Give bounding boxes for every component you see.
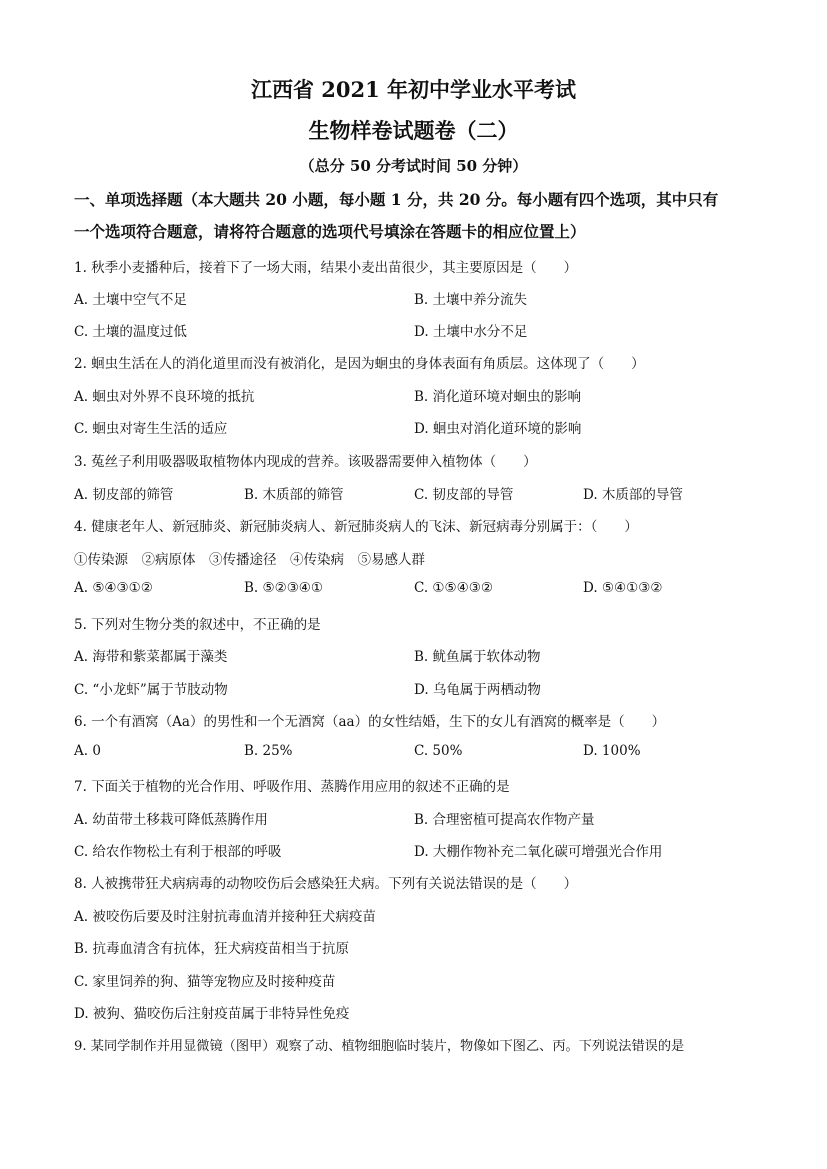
question-4-option-d: D. ⑤④①③② [583,580,663,596]
question-8-option-c: C. 家里饲养的狗、猫等宠物应及时接种疫苗 [74,974,336,990]
question-6-option-a: A. 0 [74,743,101,759]
question-2-option-a: A. 蛔虫对外界不良环境的抵抗 [74,389,255,405]
question-5-option-a: A. 海带和紫菜都属于藻类 [74,649,228,665]
exam-title: 江西省 2021 年初中学业水平考试 [250,77,577,102]
question-2-option-b: B. 消化道环境对蛔虫的影响 [414,389,582,405]
question-1-option-c: C. 土壤的温度过低 [74,324,187,340]
question-1-stem: 1. 秋季小麦播种后，接着下了一场大雨，结果小麦出苗很少，其主要原因是（ ） [74,260,578,276]
question-5-option-b: B. 鱿鱼属于软体动物 [414,649,541,665]
question-5-option-d: D. 乌龟属于两栖动物 [414,682,541,698]
question-3-option-d: D. 木质部的导管 [583,487,683,503]
question-2-stem: 2. 蛔虫生活在人的消化道里而没有被消化，是因为蛔虫的身体表面有角质层。这体现了（ ） [74,356,645,372]
question-8-option-b: B. 抗毒血清含有抗体，狂犬病疫苗相当于抗原 [74,941,350,957]
question-6-option-d: D. 100% [583,743,641,759]
question-6-option-c: C. 50% [414,743,463,759]
question-8-option-a: A. 被咬伤后要及时注射抗毒血清并接种狂犬病疫苗 [74,909,376,925]
question-1-option-a: A. 土壤中空气不足 [74,292,187,308]
question-3-stem: 3. 菟丝子利用吸器吸取植物体内现成的营养。该吸器需要伸入植物体（ ） [74,454,537,470]
question-2-option-d: D. 蛔虫对消化道环境的影响 [414,421,582,437]
question-5-stem: 5. 下列对生物分类的叙述中，不正确的是 [74,617,321,633]
question-4-option-a: A. ⑤④③①② [74,580,153,596]
question-8-stem: 8. 人被携带狂犬病病毒的动物咬伤后会感染狂犬病。下列有关说法错误的是（ ） [74,876,578,892]
section-heading-line2: 一个选项符合题意，请将符合题意的选项代号填涂在答题卡的相应位置上） [74,222,586,241]
question-9-stem: 9. 某同学制作并用显微镜（图甲）观察了动、植物细胞临时装片，物像如下图乙、丙。下列说法错误的是 [74,1039,685,1054]
question-4-items: ①传染源 ②病原体 ③传播途径 ④传染病 ⑤易感人群 [74,552,425,568]
question-6-stem: 6. 一个有酒窝（Aa）的男性和一个无酒窝（aa）的女性结婚，生下的女儿有酒窝的概率是（ ） [74,714,666,730]
question-3-option-a: A. 韧皮部的筛管 [74,487,174,503]
question-4-stem: 4. 健康老年人、新冠肺炎、新冠肺炎病人、新冠肺炎病人的飞沫、新冠病毒分别属于：（ ） [74,519,638,535]
question-4-option-b: B. ⑤②③④① [244,580,324,596]
question-7-option-a: A. 幼苗带土移栽可降低蒸腾作用 [74,812,268,828]
question-7-option-b: B. 合理密植可提高农作物产量 [414,812,595,828]
exam-subtitle: 生物样卷试题卷（二） [308,118,519,143]
exam-note: （总分 50 分考试时间 50 分钟） [299,157,528,175]
question-7-option-d: D. 大棚作物补充二氧化碳可增强光合作用 [414,844,663,860]
question-3-option-c: C. 韧皮部的导管 [414,487,514,503]
question-7-option-c: C. 给农作物松土有利于根部的呼吸 [74,844,282,860]
question-5-option-c: C. “小龙虾”属于节肢动物 [74,682,228,698]
question-1-option-b: B. 土壤中养分流失 [414,292,528,308]
question-7-stem: 7. 下面关于植物的光合作用、呼吸作用、蒸腾作用应用的叙述不正确的是 [74,779,510,795]
question-3-option-b: B. 木质部的筛管 [244,487,344,503]
question-1-option-d: D. 土壤中水分不足 [414,324,528,340]
question-8-option-d: D. 被狗、猫咬伤后注射疫苗属于非特异性免疫 [74,1006,350,1022]
question-2-option-c: C. 蛔虫对寄生生活的适应 [74,421,228,437]
question-4-option-c: C. ①⑤④③② [414,580,493,596]
section-heading-line1: 一、单项选择题（本大题共 20 小题，每小题 1 分，共 20 分。每小题有四个选项，其中只有 [74,190,719,209]
question-6-option-b: B. 25% [244,743,293,759]
